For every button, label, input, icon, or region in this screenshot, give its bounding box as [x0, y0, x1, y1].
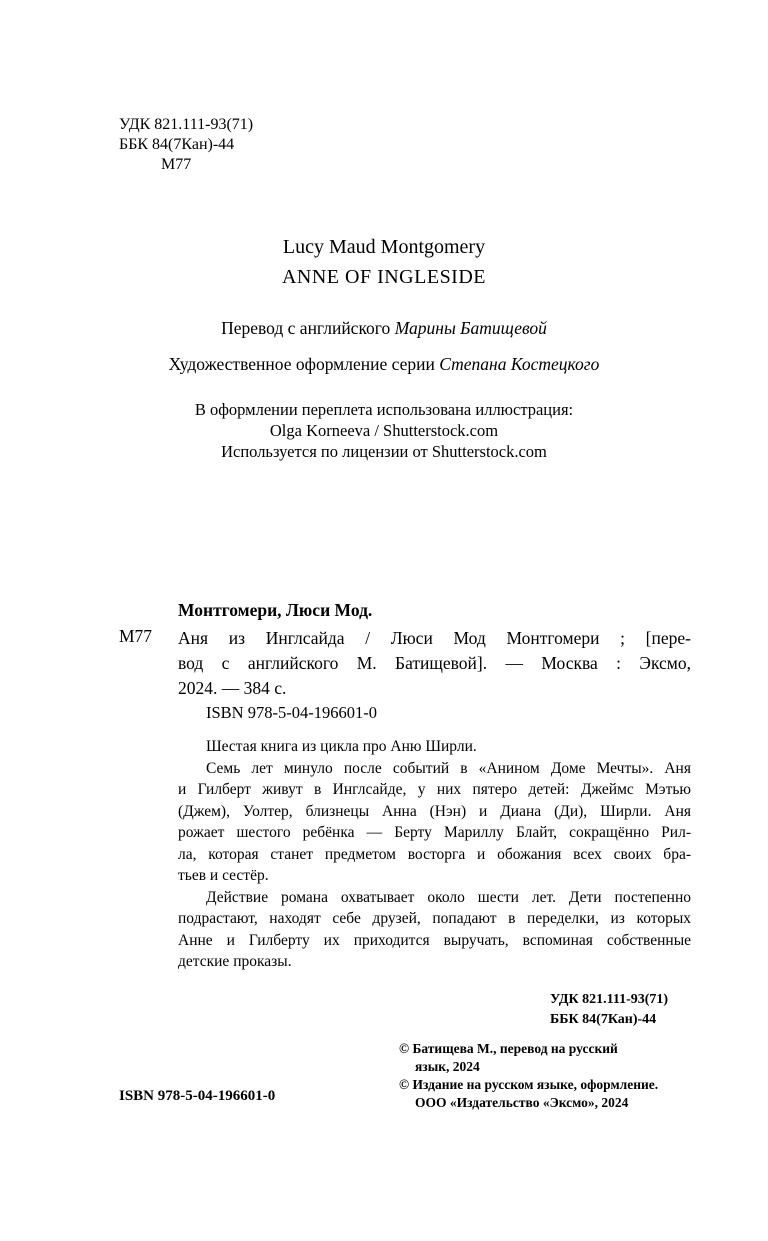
annotation-line: Семь лет минуло после событий в «Анином Доме Мечты». Аня — [206, 759, 691, 777]
annotation-line: Шестая книга из цикла про Аню Ширли. — [206, 738, 477, 755]
catalog-author: Монтгомери, Люси Мод. — [178, 600, 373, 620]
copyright-block — [399, 1040, 658, 1112]
catalog-line: Аня из Инглсайда / Люси Мод Монтгомери ; [пере- — [178, 628, 691, 648]
copyright-line: язык, 2024 — [415, 1059, 480, 1074]
author-mark: М77 — [161, 156, 192, 173]
annotation-line: и Гилберт живут в Инглсайде, у них пятеро детей: Джеймс Мэтью — [178, 781, 691, 798]
udk-code: УДК 821.111-93(71) — [119, 116, 254, 133]
cover-note-line: Olga Korneeva / Shutterstock.com — [269, 421, 499, 440]
bottom-classification — [550, 990, 668, 1030]
cover-note-line: В оформлении переплета использована иллюстрация: — [194, 400, 574, 419]
copyright-line: ООО «Издательство «Эксмо», 2024 — [415, 1095, 629, 1110]
original-title: ANNE OF INGLESIDE — [281, 266, 487, 288]
annotation-line: (Джем), Уолтер, близнецы Анна (Нэн) и Диана (Ди), Ширли. Аня — [178, 802, 691, 820]
copyright-line: © Издание на русском языке, оформление. — [399, 1077, 659, 1092]
catalog-line: вод с английского М. Батищевой]. — Москва : Эксмо, — [178, 653, 691, 673]
catalog-description — [178, 626, 691, 701]
translator-name: Марины Батищевой — [394, 318, 547, 338]
translation-credit — [0, 318, 768, 339]
design-prefix: Художественное оформление серии — [168, 354, 440, 374]
cover-illustration-note — [0, 399, 768, 462]
designer-name: Степана Костецкого — [439, 354, 600, 374]
catalog-isbn: ISBN 978-5-04-196601-0 — [206, 703, 377, 722]
annotation-line: детские проказы. — [178, 953, 292, 970]
annotation-line: Действие романа охватывает около шести лет. Дети постепенно — [206, 888, 691, 906]
copyright-line: © Батищева М., перевод на русский — [399, 1041, 618, 1056]
isbn-bottom: ISBN 978-5-04-196601-0 — [119, 1088, 276, 1104]
catalog-line: 2024. — 384 с. — [178, 678, 287, 698]
annotation-line: тьев и сестёр. — [178, 867, 269, 884]
bottom-udk: УДК 821.111-93(71) — [550, 992, 669, 1007]
annotation-line: подрастают, находят себе друзей, попадают в переделки, из которых — [178, 910, 691, 927]
classification-block — [119, 115, 253, 175]
catalog-code: М77 — [119, 626, 153, 646]
annotation-line: Анне и Гилберту их приходится выручать, вспоминая собственные — [178, 931, 691, 949]
translation-prefix: Перевод с английского — [221, 318, 395, 338]
bbk-code: ББК 84(7Кан)-44 — [119, 136, 235, 153]
design-credit — [0, 354, 768, 375]
original-author: Lucy Maud Montgomery — [282, 236, 486, 258]
annotation-line: рожает шестого ребёнка — Берту Мариллу Блайт, сокращённо Рил- — [178, 824, 691, 841]
cover-note-line: Используется по лицензии от Shutterstock.com — [221, 442, 547, 461]
bottom-bbk: ББК 84(7Кан)-44 — [550, 1012, 657, 1027]
annotation — [178, 736, 691, 973]
annotation-line: ла, которая станет предметом восторга и обожания всех своих бра- — [178, 845, 691, 863]
